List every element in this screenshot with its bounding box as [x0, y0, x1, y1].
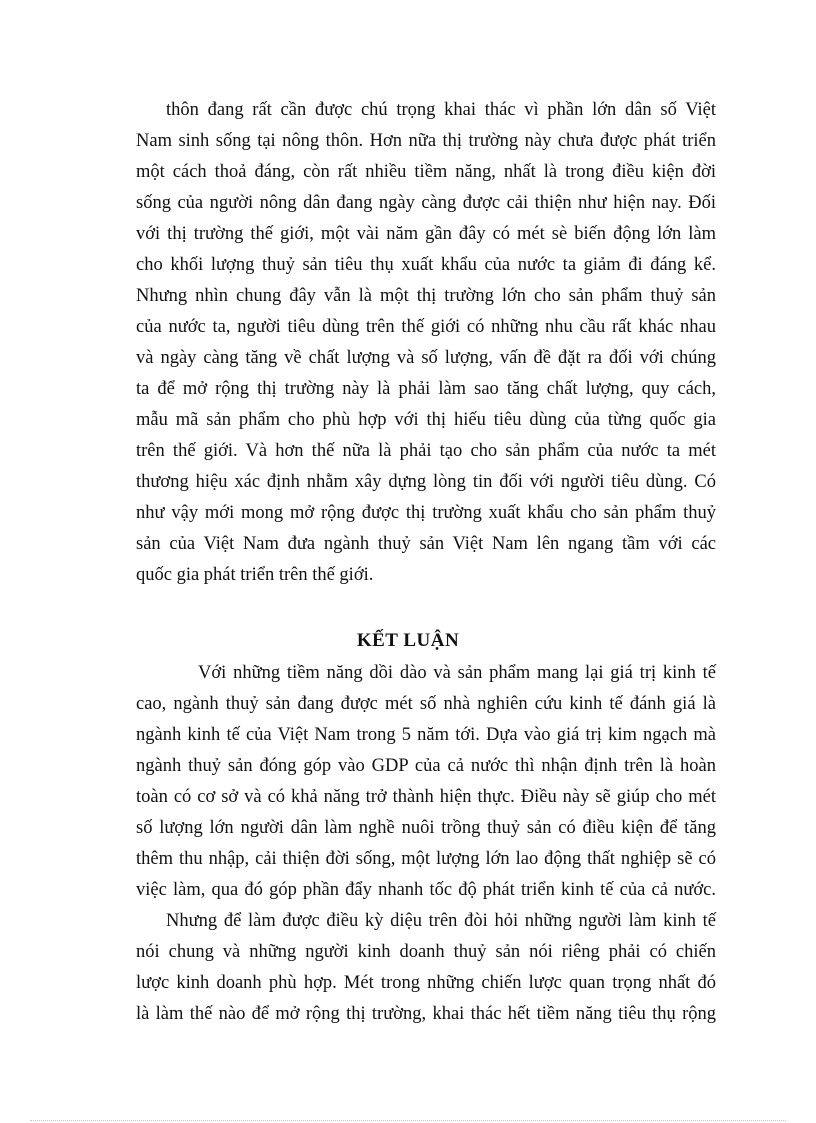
text-line: lược kinh doanh phù hợp. Mét trong những chiến lược quan trọng nhất đó [136, 973, 716, 993]
text-line: Nhưng để làm được điều kỳ diệu trên đòi hỏi những người làm kinh tế [166, 911, 716, 931]
text-line: Nam sinh sống tại nông thôn. Hơn nữa thị trường này chưa được phát triển [136, 131, 716, 151]
text-line: mẫu mã sản phẩm cho phù hợp với thị hiếu tiêu dùng của từng quốc gia [136, 410, 716, 430]
text-line: của nước ta, người tiêu dùng trên thế giới có những nhu cầu rất khác nhau [136, 317, 716, 337]
text-line: và ngày càng tăng về chất lượng và số lượng, vấn đề đặt ra đối với chúng [136, 348, 716, 368]
text-line: sống của người nông dân đang ngày càng được cải thiện như hiện nay. Đối [136, 193, 716, 213]
text-line: thôn đang rất cần được chú trọng khai thác vì phần lớn dân số Việt [166, 100, 716, 120]
text-line: như vậy mới mong mở rộng được thị trường xuất khẩu cho sản phẩm thuỷ [136, 503, 716, 523]
text-line: sản của Việt Nam đưa ngành thuỷ sản Việt Nam lên ngang tầm với các [136, 534, 716, 554]
text-line: thương hiệu xác định nhằm xây dựng lòng tin đối với người tiêu dùng. Có [136, 472, 716, 492]
text-line: quốc gia phát triển trên thế giới. [136, 565, 374, 585]
text-line: cao, ngành thuỷ sản đang được mét số nhà nghiên cứu kinh tế đánh giá là [136, 694, 716, 714]
text-line: với thị trường thế giới, một vài năm gần đây có mét sè biến động lớn làm [136, 224, 716, 244]
section-heading: KẾT LUẬN [356, 630, 460, 651]
text-line: việc làm, qua đó góp phần đẩy nhanh tốc độ phát triển kinh tế của cả nước. [136, 880, 716, 900]
text-line: toàn có cơ sở và có khả năng trở thành hiện thực. Điều này sẽ giúp cho mét [136, 787, 716, 807]
text-line: một cách thoả đáng, còn rất nhiều tiềm năng, nhất là trong điều kiện đời [136, 162, 716, 182]
text-line: Nhưng nhìn chung đây vẫn là một thị trường lớn cho sản phẩm thuỷ sản [136, 286, 716, 306]
text-line: trên thế giới. Và hơn thế nữa là phải tạo cho sản phẩm của nước ta mét [136, 441, 716, 461]
text-line: thêm thu nhập, cải thiện đời sống, một lượng lớn lao động thất nghiệp sẽ có [136, 849, 716, 869]
text-line: Với những tiềm năng dồi dào và sản phẩm mang lại giá trị kinh tế [198, 663, 716, 683]
text-line: cho khối lượng thuỷ sản tiêu thụ xuất khẩu của nước ta giảm đi đáng kể. [136, 255, 716, 275]
text-line: số lượng lớn người dân làm nghề nuôi trồng thuỷ sản có điều kiện để tăng [136, 818, 716, 838]
text-line: nói chung và những người kinh doanh thuỷ sản nói riêng phải có chiến [136, 942, 716, 962]
page-bottom-border [30, 1120, 786, 1121]
text-line: ngành kinh tế của Việt Nam trong 5 năm tới. Dựa vào giá trị kim ngạch mà [136, 725, 716, 745]
text-line: là làm thế nào để mở rộng thị trường, khai thác hết tiềm năng tiêu thụ rộng [136, 1004, 716, 1024]
text-line: ngành thuỷ sản đóng góp vào GDP của cả nước thì nhận định trên là hoàn [136, 756, 716, 776]
text-line: ta để mở rộng thị trường này là phải làm sao tăng chất lượng, quy cách, [136, 379, 716, 399]
